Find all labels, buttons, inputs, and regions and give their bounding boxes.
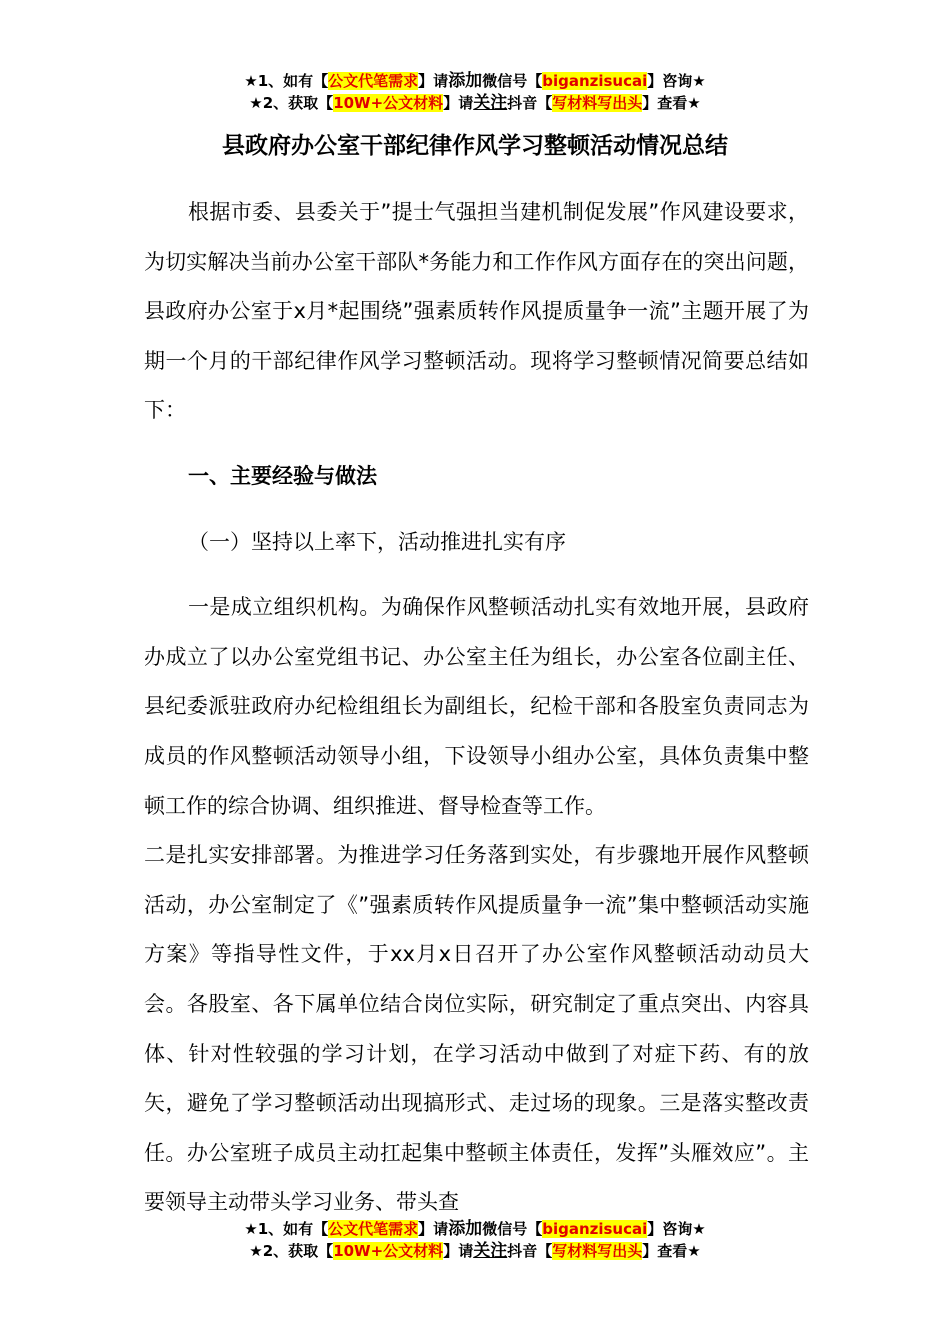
document-body (144, 188, 809, 1228)
subsection-heading: （一）坚持以上率下，活动推进扎实有序 (188, 529, 566, 554)
footer-promo-banner (0, 1218, 950, 1262)
document-title: 县政府办公室干部纪律作风学习整顿活动情况总结 (222, 133, 728, 159)
body-paragraph-1: 一是成立组织机构。为确保作风整顿活动扎实有效地开展，县政府办成立了以办公室党组书记、办公室主任为组长，办公室各位副主任、县纪委派驻政府办纪检组组长为副组长，纪检干部和各股室负责同志为成员的作风整顿活动领导小组，下设领导小组办公室，具体负责集中整顿工作的综合协调、组织推进、督导检查等工作。 (144, 595, 809, 818)
header-promo-banner (0, 70, 950, 114)
section-heading: 一、主要经验与做法 (188, 463, 377, 488)
promo-line-1: ★1、如有【公文代笔需求】请添加微信号【biganzisucai】咨询★ (244, 71, 706, 91)
body-paragraph-2: 二是扎实安排部署。为推进学习任务落到实处，有步骤地开展作风整顿活动，办公室制定了《”强素质转作风提质量争一流”集中整顿活动实施方案》等指导性文件，于xx月x日召开了办公室作风整顿活动动员大会。各股室、各下属单位结合岗位实际，研究制定了重点突出、内容具体、针对性较强的学习计划，在学习活动中做到了对症下药、有的放矢，避免了学习整顿活动出现搞形式、走过场的现象。三是落实整改责任。办公室班子成员主动扛起集中整顿主体责任，发挥”头雁效应”。主要领导主动带头学习业务、带头查 (144, 843, 809, 1215)
intro-paragraph: 根据市委、县委关于”提士气强担当建机制促发展”作风建设要求，为切实解决当前办公室干部队*务能力和工作作风方面存在的突出问题，县政府办公室于x月*起围绕”强素质转作风提质量争一流”主题开展了为期一个月的干部纪律作风学习整顿活动。现将学习整顿情况简要总结如下： (144, 200, 809, 423)
promo-line-1: ★1、如有【公文代笔需求】请添加微信号【biganzisucai】咨询★ (244, 1219, 706, 1239)
promo-line-2: ★2、获取【10W+公文材料】请关注抖音【写材料写出头】查看★ (249, 1241, 701, 1261)
promo-line-2: ★2、获取【10W+公文材料】请关注抖音【写材料写出头】查看★ (249, 93, 701, 113)
